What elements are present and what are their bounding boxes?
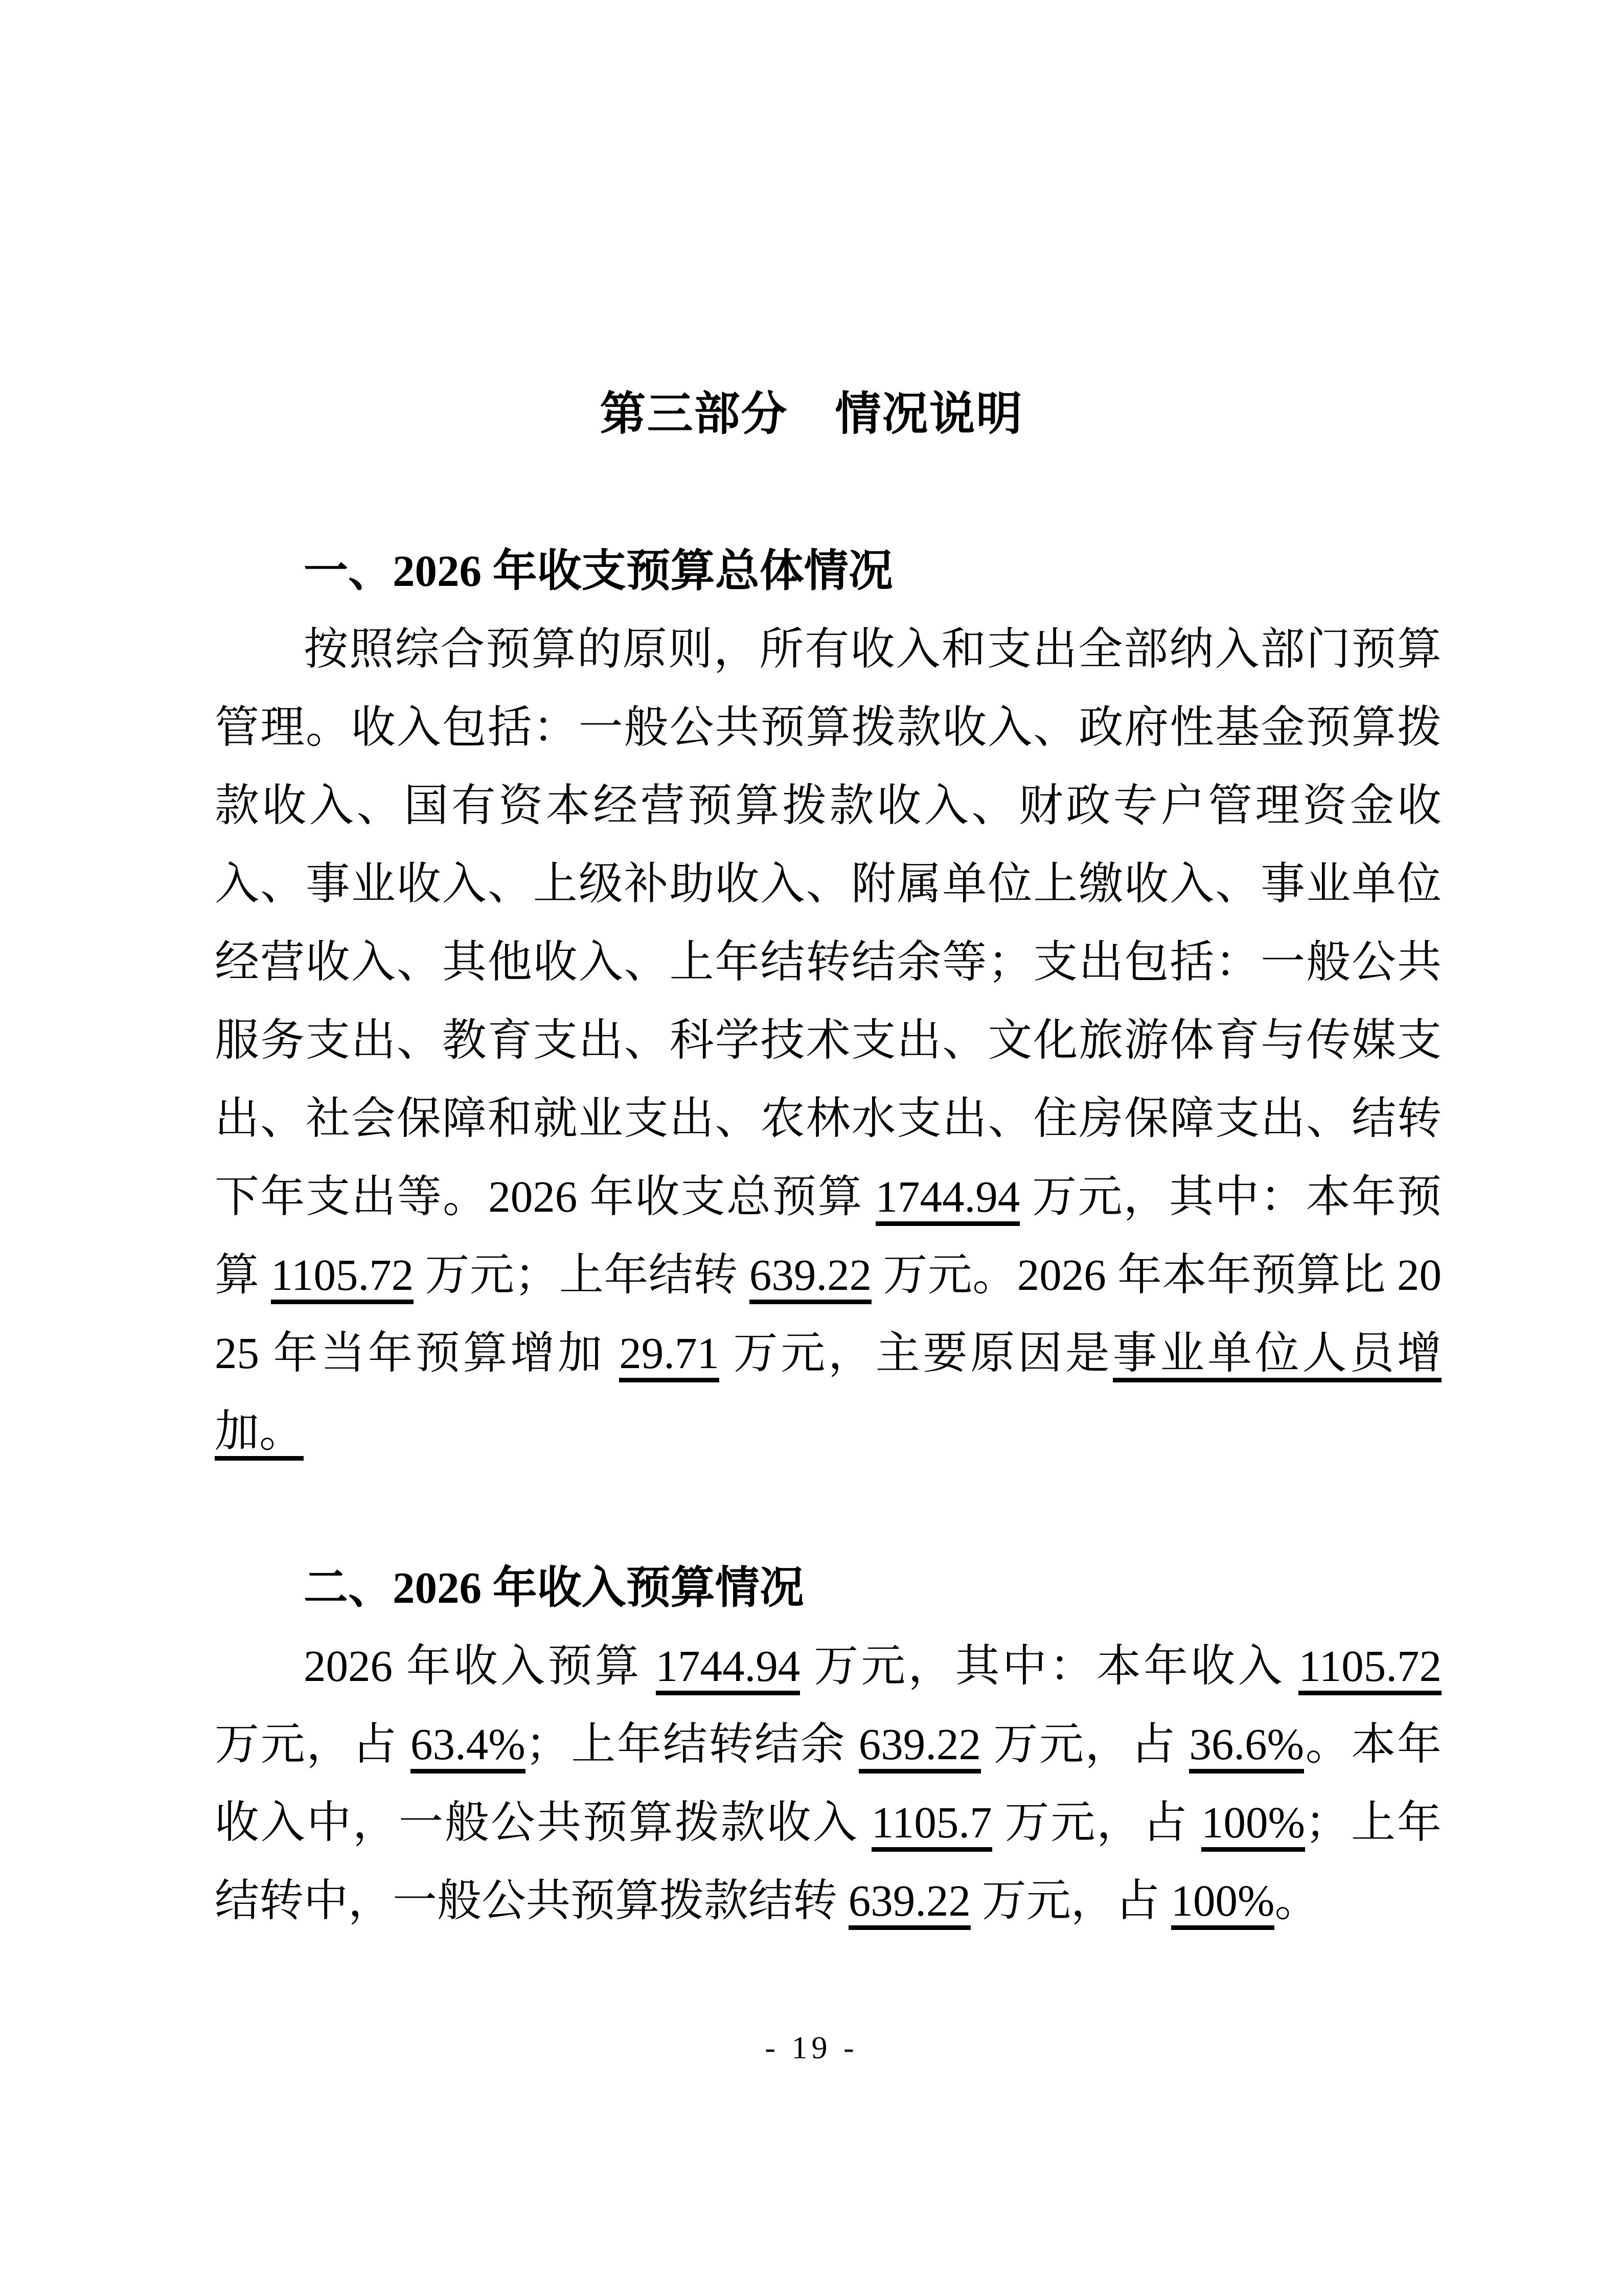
text-segment: 。 [1274,1876,1319,1925]
text-segment: 万元，占 [215,1719,410,1769]
underlined-value: 事业单位人员增加。 [215,1328,1442,1461]
sections-container [215,532,1442,1940]
page-title: 第三部分 情况说明 [600,389,1023,440]
section-paragraph [215,610,1442,1470]
text-segment: 万元。2026 年本年预算比 2025 年当年预算增加 [215,1250,1442,1378]
text-segment: 万元，占 [992,1798,1202,1847]
text-segment: 万元，其中：本年收入 [800,1641,1299,1691]
section [215,532,1442,1470]
underlined-value: 36.6% [1189,1719,1304,1774]
underlined-value: 1105.72 [1298,1641,1442,1695]
text-segment: 。本年收入中，一般公共预算拨款收入 [215,1719,1442,1847]
underlined-value: 1744.94 [656,1641,801,1695]
underlined-value: 63.4% [410,1719,525,1774]
text-segment: 万元；上年结转 [414,1250,749,1300]
underlined-value: 639.22 [749,1250,872,1304]
section-paragraph [215,1627,1442,1940]
text-segment: ；上年结转结余 [525,1719,859,1769]
text-segment: 2026 年收入预算 [304,1641,656,1691]
section-heading: 二、2026 年收入预算情况 [304,1563,804,1612]
text-segment: 万元，占 [980,1719,1190,1769]
text-segment: 万元，占 [971,1876,1171,1925]
underlined-value: 1744.94 [876,1172,1020,1226]
underlined-value: 100% [1201,1798,1305,1852]
text-segment: 万元，主要原因是 [719,1328,1113,1378]
underlined-value: 1105.7 [872,1798,992,1852]
underlined-value: 639.22 [859,1719,981,1774]
underlined-value: 639.22 [849,1876,971,1930]
underlined-value: 1105.72 [271,1250,414,1304]
page-number: - 19 - [765,2031,858,2065]
text-segment: 按照综合预算的原则，所有收入和支出全部纳入部门预算管理。收入包括：一般公共预算拨款收入、政府性基金预算拨款收入、国有资本经营预算拨款收入、财政专户管理资金收入、事业收入、上级补助收入、附属单位上缴收入、事业单位经营收入、其他收入、上年结转结余等；支出包括：一般公共服务支出、教育支出、科学技术支出、文化旅游体育与传媒支出、社会保障和就业支出、农林水支出、住房保障支出、结转下年支出等。2026 年收支总预算 [215,624,1442,1221]
text-segment: ；上年结转中，一般公共预算拨款结转 [215,1798,1442,1925]
text-segment: 万元，其中：本年预算 [215,1172,1442,1300]
section [215,1549,1442,1940]
section-heading: 一、2026 年收支预算总体情况 [304,546,893,596]
underlined-value: 100% [1171,1876,1275,1930]
underlined-value: 29.71 [619,1328,719,1382]
